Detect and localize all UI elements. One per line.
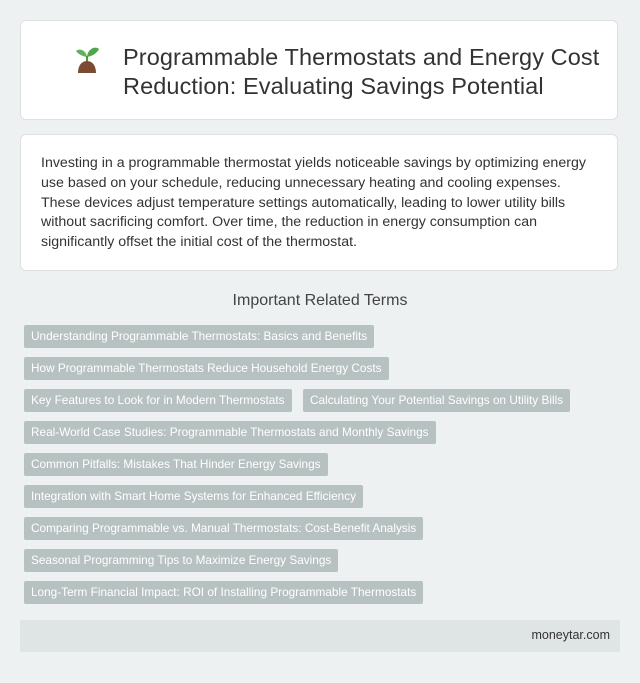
footer (20, 620, 620, 652)
related-term-tag[interactable]: Key Features to Look for in Modern Thermostats (24, 389, 292, 412)
sprout-icon (74, 45, 100, 73)
related-term-tag[interactable]: Integration with Smart Home Systems for Enhanced Efficiency (24, 485, 363, 508)
title-wrap (76, 43, 616, 101)
intro-card (20, 134, 618, 271)
related-terms-heading: Important Related Terms (232, 292, 408, 309)
related-term-tag[interactable]: Calculating Your Potential Savings on Utility Bills (303, 389, 570, 412)
related-term-tag[interactable]: Real-World Case Studies: Programmable Thermostats and Monthly Savings (24, 421, 436, 444)
related-term-tag[interactable]: Comparing Programmable vs. Manual Thermostats: Cost-Benefit Analysis (24, 517, 423, 540)
intro-paragraph: Investing in a programmable thermostat yields noticeable savings by optimizing energy use based on your schedule, reducing unnecessary heating and cooling expenses. These devices adjust temperature settings automatically, leading to lower utility bills without sacrificing comfort. Over time, the reduction in energy consumption can significantly offset the initial cost of the thermostat. (41, 155, 586, 251)
footer-site-link[interactable]: moneytar.com (531, 628, 610, 642)
related-term-tag[interactable]: How Programmable Thermostats Reduce Household Energy Costs (24, 357, 389, 380)
page-title: Programmable Thermostats and Energy Cost Reduction: Evaluating Savings Potential (123, 44, 600, 99)
related-term-tag[interactable]: Understanding Programmable Thermostats: Basics and Benefits (24, 325, 374, 348)
related-term-tag[interactable]: Long-Term Financial Impact: ROI of Installing Programmable Thermostats (24, 581, 423, 604)
related-term-tag[interactable]: Common Pitfalls: Mistakes That Hinder Energy Savings (24, 453, 328, 476)
related-term-tag[interactable]: Seasonal Programming Tips to Maximize Energy Savings (24, 549, 338, 572)
title-card (20, 20, 618, 120)
